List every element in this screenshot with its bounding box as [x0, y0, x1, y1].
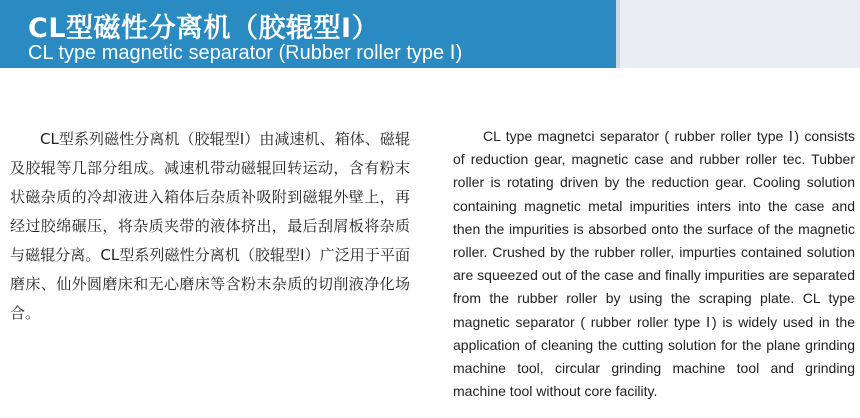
page-title-cn: CL型磁性分离机（胶辊型Ⅰ）: [28, 13, 380, 44]
description-paragraph-cn: CL型系列磁性分离机（胶辊型Ⅰ）由减速机、箱体、磁辊及胶辊等几部分组成。减速机带动磁辊回转运动，含有粉末状磁杂质的冷却液进入箱体后杂质补吸附到磁辊外壁上，再经过胶绵碾压，将杂质夹带的液体挤出，最后刮屑板将杂质与磁辊分离。CL型系列磁性分离机（胶辊型Ⅰ）广泛用于平面磨床、仙外圆磨床和无心磨床等含粉末杂质的切削液净化场合。: [10, 130, 410, 322]
page-title-en: CL type magnetic separator (Rubber roller type Ⅰ): [28, 42, 463, 64]
description-paragraph-en: CL type magnetci separator ( rubber roller type Ⅰ) consists of reduction gear, magnetic case and rubber roller tec. Tubber roller is rotating driven by the reduction gear. Cooling solution containing magnetic metal impurities inters into the case and then the impurities is absorbed onto the surface of the magnetic roller. Crushed by the rubber roller, impurties contained solution are squeezed out of the case and finally impurities are separated from the rubber roller by using the scraping plate. CL type magnetic separator ( rubber roller type Ⅰ) is widely used in the application of cleaning the cutting solution for the plane grinding machine tool, circular grinding machine tool and grinding machine tool without core facility.: [453, 128, 855, 400]
header-side-panel: [616, 0, 860, 68]
header-banner: [0, 0, 616, 68]
description-column-en: [453, 125, 855, 403]
description-column-cn: [10, 125, 410, 328]
